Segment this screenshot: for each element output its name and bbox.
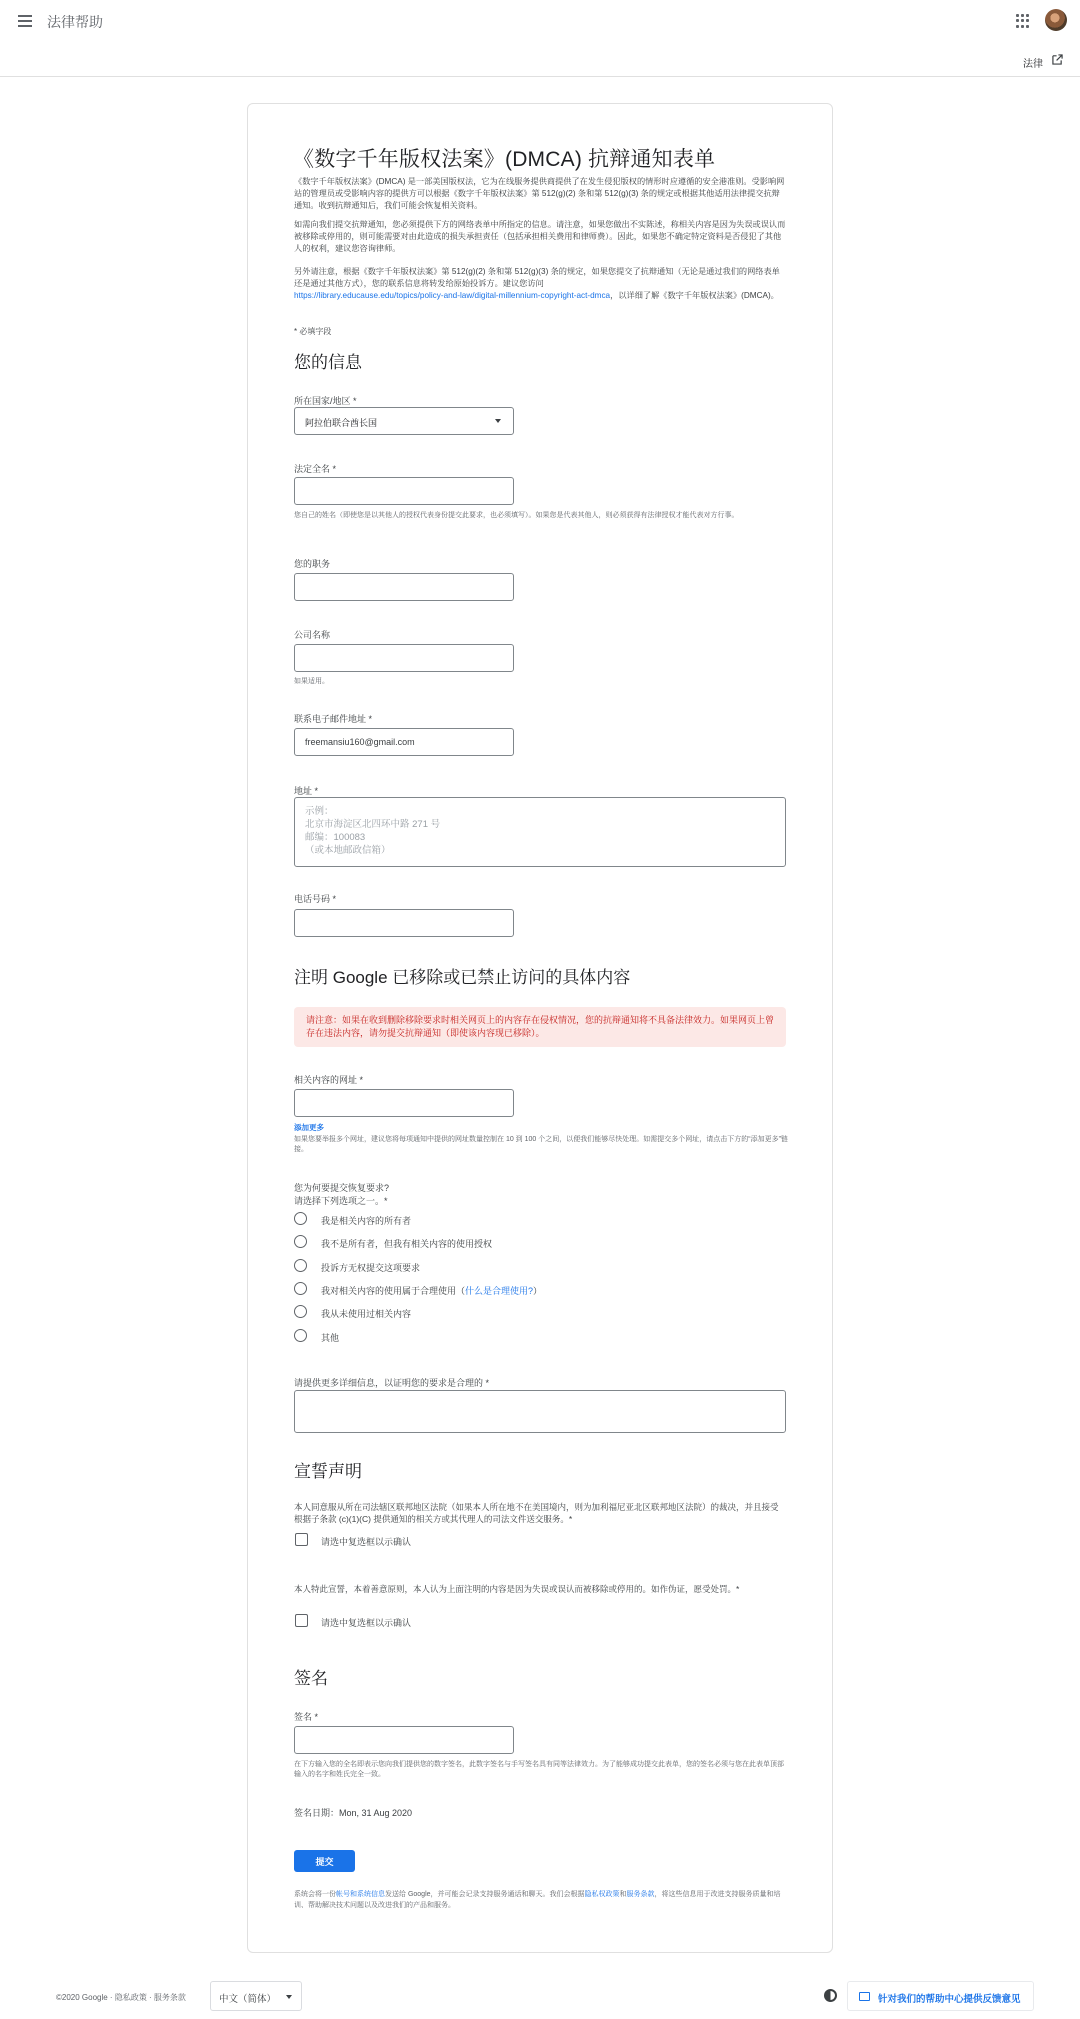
intro-paragraph-3-text: 另外请注意，根据《数字千年版权法案》第 512(g)(2) 条和第 512(g)(3) 条的规定，如果您提交了抗辩通知（无论是通过我们的网络表单还是通过其他方式），您的联系信息将转发给原始投诉方。建议您访问 — [294, 267, 780, 288]
required-note: * 必填字段 — [294, 327, 332, 336]
external-link-icon[interactable] — [1052, 54, 1063, 65]
radio-button[interactable] — [294, 1259, 307, 1272]
footer-disclosure — [294, 1889, 788, 1911]
section-signature: 签名 — [294, 1669, 328, 1688]
radio-label: 我对相关内容的使用属于合理使用（什么是合理使用?） — [321, 1286, 543, 1296]
radio-button[interactable] — [294, 1305, 307, 1318]
menu-icon[interactable] — [18, 15, 32, 27]
address-placeholder: 示例： 北京市海淀区北四环中路 271 号 邮编：100083 （或本地邮政信箱） — [305, 806, 441, 856]
signature-input[interactable] — [294, 1726, 514, 1754]
company-label: 公司名称 — [294, 630, 331, 640]
theme-icon[interactable] — [824, 1989, 837, 2002]
title-input[interactable] — [294, 573, 514, 601]
apps-icon[interactable] — [1016, 14, 1030, 28]
section-content: 注明 Google 已移除或已禁止访问的具体内容 — [294, 968, 631, 987]
footer-copyright[interactable]: ©2020 Google · 隐私政策 · 服务条款 — [56, 1993, 186, 2002]
radio-button[interactable] — [294, 1329, 307, 1342]
fullname-label: 法定全名 * — [294, 464, 337, 474]
signature-date: 签名日期：Mon, 31 Aug 2020 — [294, 1808, 413, 1818]
details-textarea[interactable] — [294, 1390, 786, 1433]
intro-paragraph-2: 如需向我们提交抗辩通知，您必须提供下方的网络表单中所指定的信息。请注意，如果您做出不实陈述，称相关内容是因为失误或误认而被移除或停用的，则可能需要对由此造成的损失承担责任（包括承担相关费用和律师费）。因此，如果您不确定特定资料是否侵犯了其他人的权利，建议您咨询律师。 — [294, 220, 786, 253]
radio-label: 投诉方无权提交这项要求 — [321, 1263, 421, 1273]
radio-button[interactable] — [294, 1235, 307, 1248]
reason-instruction: 请选择下列选项之一。* — [294, 1196, 388, 1206]
company-help: 如果适用。 — [294, 678, 329, 685]
country-value: 阿拉伯联合酋长国 — [305, 418, 378, 428]
url-help: 如果您要举报多个网址，建议您将每项通知中提供的网址数量控制在 10 到 100 个之间，以便我们能够尽快处理。如需提交多个网址，请点击下方的“添加更多”链接。 — [294, 1136, 788, 1153]
intro-paragraph-3-tail: ，以详细了解《数字千年版权法案》(DMCA)。 — [610, 291, 779, 300]
warning-box: 请注意：如果在收到删除移除要求时相关网页上的内容存在侵权情况，您的抗辩通知将不具备法律效力。如果网页上曾存在违法内容，请勿提交抗辩通知（即使该内容现已移除）。 — [294, 1007, 786, 1047]
radio-label: 我不是所有者，但我有相关内容的使用授权 — [321, 1239, 493, 1249]
radio-label: 我从未使用过相关内容 — [321, 1309, 412, 1319]
terms-link[interactable]: 服务条款 — [626, 1891, 655, 1898]
declaration-1-checkbox[interactable] — [295, 1533, 308, 1546]
radio-button[interactable] — [294, 1212, 307, 1225]
feedback-button[interactable] — [847, 1981, 1034, 2011]
intro-paragraph-3 — [294, 266, 786, 302]
legal-link[interactable]: 法律 — [1023, 59, 1043, 70]
add-more-link[interactable]: 添加更多 — [294, 1123, 324, 1132]
signature-help: 在下方输入您的全名即表示您向我们提供您的数字签名，此数字签名与手写签名具有同等法律效力。为了能够成功提交此表单，您的签名必须与您在此表单顶部输入的名字和姓氏完全一致。 — [294, 1761, 784, 1778]
phone-label: 电话号码 * — [294, 894, 337, 904]
disclosure-text-2: 发送给 Google，并可能会记录支持服务通话和聊天。我们会根据 — [385, 1891, 585, 1898]
signature-label: 签名 * — [294, 1712, 319, 1722]
avatar[interactable] — [1045, 9, 1067, 31]
language-select[interactable] — [210, 1981, 302, 2011]
submit-button[interactable]: 提交 — [294, 1850, 355, 1872]
declaration-1-checkbox-label: 请选中复选框以示确认 — [321, 1537, 412, 1547]
radio-button[interactable] — [294, 1282, 307, 1295]
feedback-label: 针对我们的帮助中心提供反馈意见 — [878, 1994, 1021, 2005]
url-label: 相关内容的网址 * — [294, 1075, 364, 1085]
language-value: 中文（简体） — [219, 1994, 277, 2005]
declaration-statement-2: 本人特此宣誓，本着善意原则，本人认为上面注明的内容是因为失误或误认而被移除或停用的。如作伪证，愿受处罚。* — [294, 1584, 740, 1594]
section-declaration: 宣誓声明 — [294, 1462, 362, 1481]
sub-bar — [0, 42, 1080, 77]
country-label: 所在国家/地区 * — [294, 396, 357, 406]
phone-input[interactable] — [294, 909, 514, 937]
email-input[interactable]: freemansiu160@gmail.com — [294, 728, 514, 756]
caret-down-icon — [286, 1995, 292, 1999]
fullname-input[interactable] — [294, 477, 514, 505]
account-info-link[interactable]: 帐号和系统信息 — [336, 1891, 385, 1898]
fullname-help: 您自己的姓名（即使您是以其他人的授权代表身份提交此要求，也必须填写）。如果您是代表其他人，则必须获得有法律授权才能代表对方行事。 — [294, 512, 739, 519]
caret-down-icon — [495, 419, 501, 423]
reason-question: 您为何要提交恢复要求? — [294, 1183, 390, 1193]
disclosure-text-4: ，将这些信息用于改进支持服务质量和培训、帮助解决技术问题以及改进我们的产品和服务。 — [294, 1891, 781, 1909]
radio-label: 其他 — [321, 1333, 340, 1343]
title-label: 您的职务 — [294, 559, 331, 569]
fair-use-link[interactable]: 什么是合理使用? — [465, 1286, 534, 1296]
url-input[interactable] — [294, 1089, 514, 1117]
radio-label: 我是相关内容的所有者 — [321, 1216, 412, 1226]
fair-use-option-text: 我对相关内容的使用属于合理使用 — [321, 1286, 457, 1296]
educause-link[interactable]: https://library.educause.edu/topics/policy-and-law/digital-millennium-copyright-act-dmca — [294, 291, 611, 300]
section-your-info: 您的信息 — [294, 353, 362, 372]
page-title: 《数字千年版权法案》(DMCA) 抗辩通知表单 — [293, 148, 716, 171]
intro-paragraph-1: 《数字千年版权法案》(DMCA) 是一部美国版权法，它为在线服务提供商提供了在发生侵犯版权的情形时应遵循的安全港准则。受影响网站的管理员或受影响内容的提供方可以根据《数字千年版权法案》第 512(g)(2) 条和第 512(g)(3) 条的规定或根据其他适用法律提交抗辩通知。收到抗辩通知后，我们可能会恢复相关资料。 — [294, 177, 785, 210]
disclosure-text-3: 和 — [619, 1891, 627, 1898]
top-bar — [0, 0, 1080, 42]
country-select[interactable] — [294, 407, 514, 435]
details-label: 请提供更多详细信息，以证明您的要求是合理的 * — [294, 1378, 490, 1388]
app-title: 法律帮助 — [47, 14, 103, 30]
declaration-2-checkbox[interactable] — [295, 1614, 308, 1627]
disclosure-text-1: 系统会将一份 — [294, 1891, 336, 1898]
privacy-policy-link[interactable]: 隐私权政策 — [584, 1891, 620, 1898]
declaration-statement-1: 本人同意服从所在司法辖区联邦地区法院（如果本人所在地不在美国境内，则为加利福尼亚北区联邦地区法院）的裁决，并且接受根据子条款 (c)(1)(C) 提供通知的相关方或其代理人的司法文件送交服务。* — [294, 1502, 779, 1524]
declaration-2-checkbox-label: 请选中复选框以示确认 — [321, 1618, 412, 1628]
address-textarea[interactable] — [294, 797, 786, 867]
feedback-icon — [859, 1992, 870, 2001]
address-label: 地址 * — [294, 786, 319, 796]
email-label: 联系电子邮件地址 * — [294, 714, 373, 724]
company-input[interactable] — [294, 644, 514, 672]
